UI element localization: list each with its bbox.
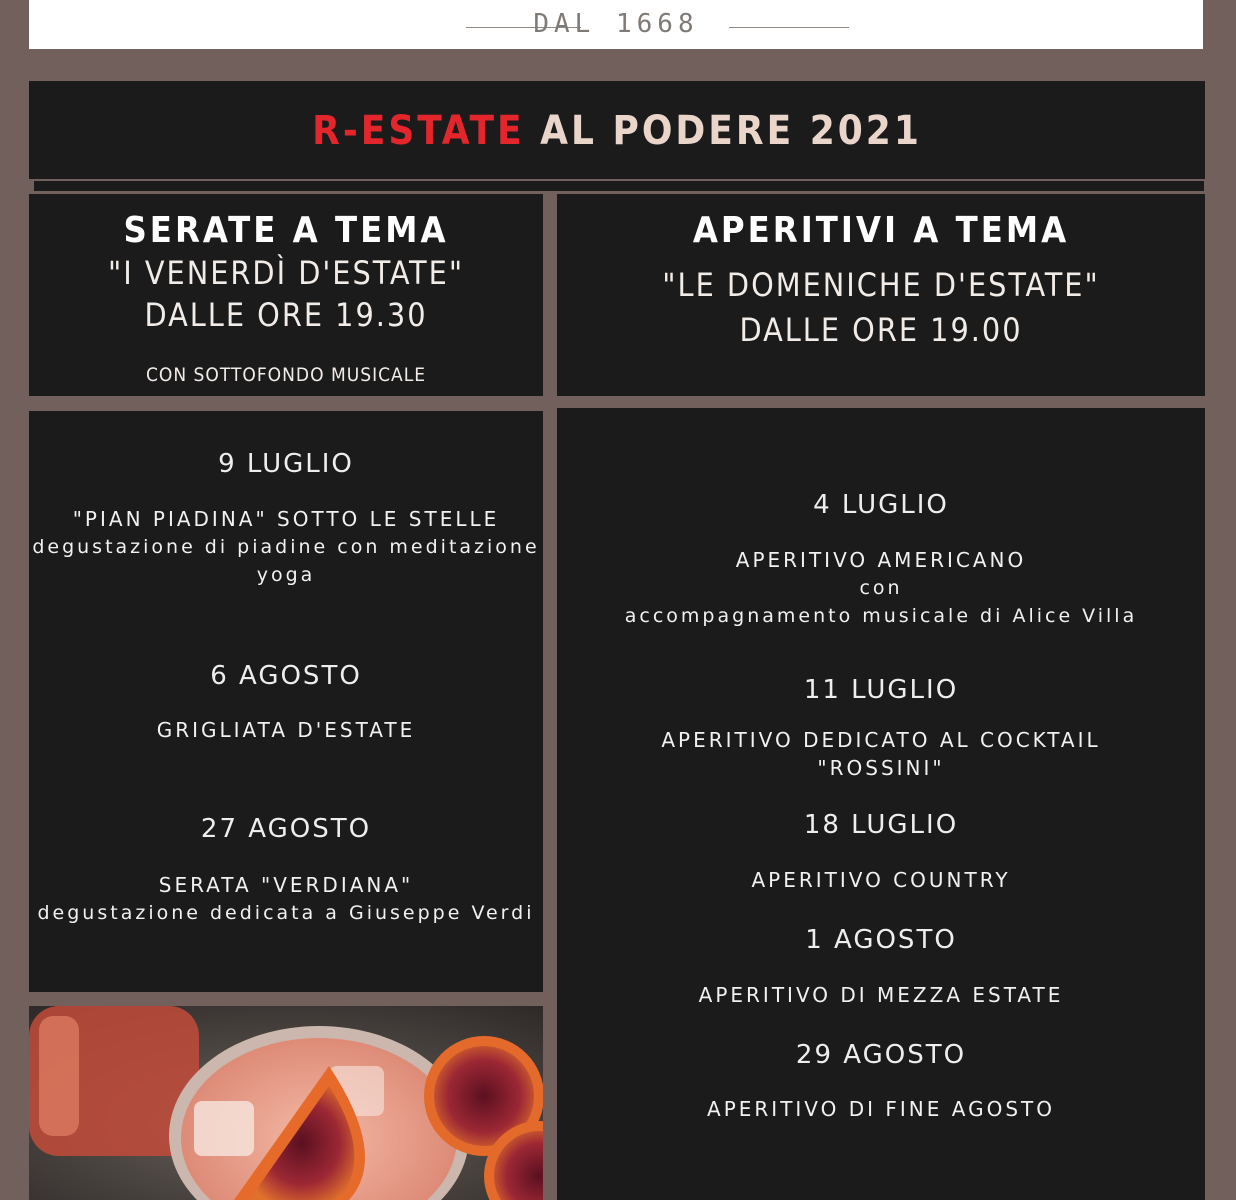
event-name: SERATA "VERDIANA": [158, 873, 414, 897]
serate-title: SERATE A TEMA: [123, 210, 449, 251]
event-date: 4 LUGLIO: [813, 490, 949, 520]
event-name: APERITIVO DEDICATO AL COCKTAIL: [661, 728, 1101, 752]
page-title: [29, 108, 1205, 154]
brand-since: DAL 1668: [533, 9, 699, 39]
event-date: 27 AGOSTO: [200, 814, 372, 844]
serate-events-list: [29, 411, 543, 992]
aperitivi-events-list: [557, 408, 1205, 1200]
event-desc: accompagnamento musicale di Alice Villa: [624, 605, 1138, 627]
event-date: 1 AGOSTO: [805, 925, 957, 955]
event-date: 9 LUGLIO: [218, 449, 354, 479]
event-date: 6 AGOSTO: [210, 661, 362, 691]
aperitivi-subtitle: "LE DOMENICHE D'ESTATE": [662, 266, 1100, 304]
event-desc: con: [859, 577, 903, 599]
aperitivi-time: DALLE ORE 19.00: [739, 311, 1023, 349]
cocktail-photo-icon: [29, 1006, 543, 1200]
event-name: APERITIVO AMERICANO: [735, 548, 1027, 572]
event-name: APERITIVO DI FINE AGOSTO: [707, 1097, 1055, 1121]
event-name: GRIGLIATA D'ESTATE: [156, 718, 416, 742]
title-beige-part: AL PODERE 2021: [540, 108, 922, 154]
aperitivi-header-box: [557, 194, 1205, 396]
serate-time: DALLE ORE 19.30: [144, 296, 428, 334]
serate-note: CON SOTTOFONDO MUSICALE: [145, 364, 427, 386]
event-date: 29 AGOSTO: [795, 1040, 967, 1070]
headline-banner: [29, 81, 1205, 179]
event-name: APERITIVO DI MEZZA ESTATE: [698, 983, 1064, 1007]
title-red-part: R-ESTATE: [312, 108, 525, 154]
aperitivi-title: APERITIVI A TEMA: [692, 210, 1070, 251]
event-name: "PIAN PIADINA" SOTTO LE STELLE: [72, 507, 500, 531]
event-desc: yoga: [256, 564, 316, 586]
event-name: APERITIVO COUNTRY: [751, 868, 1011, 892]
brand-header: [29, 0, 1203, 49]
event-name-cont: "ROSSINI": [817, 756, 945, 780]
event-desc: degustazione di piadine con meditazione: [32, 536, 540, 558]
divider: [34, 181, 1204, 191]
cocktail-photo-art: [29, 1006, 543, 1200]
event-date: 18 LUGLIO: [803, 810, 959, 840]
event-desc: degustazione dedicata a Giuseppe Verdi: [37, 902, 535, 924]
serate-subtitle: "I VENERDÌ D'ESTATE": [107, 254, 465, 292]
event-date: 11 LUGLIO: [803, 675, 959, 705]
serate-header-box: [29, 194, 543, 396]
